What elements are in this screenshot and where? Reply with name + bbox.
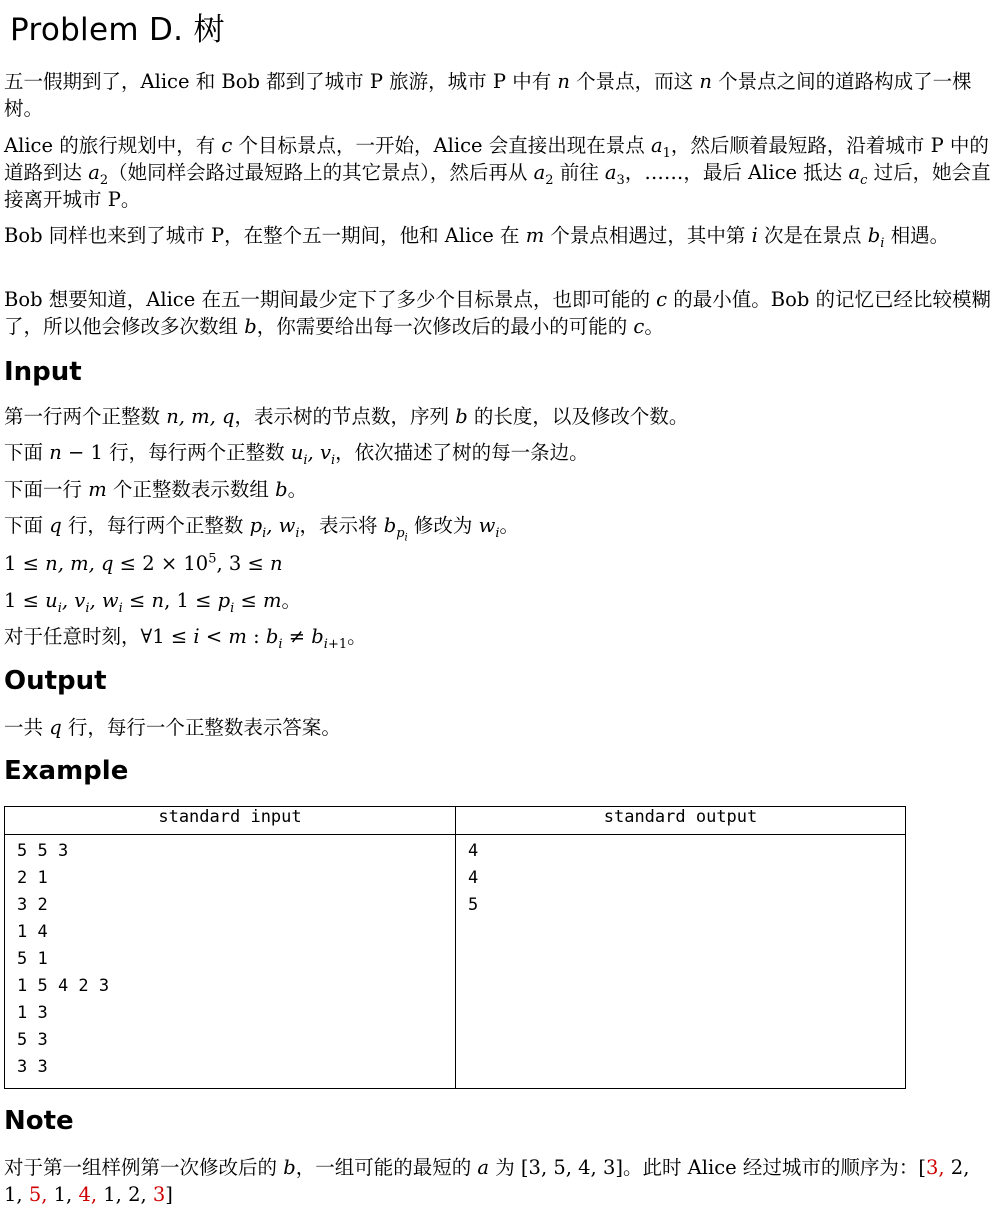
sequence-item: 2, [950, 1156, 970, 1179]
sequence-item: 1, [4, 1183, 29, 1206]
input-line-2: 下面 n − 1 行，每行两个正整数 $u_i$, $v_i$，依次描述了树的每一条边。 [4, 441, 589, 468]
standard-output-cell [456, 835, 906, 1089]
standard-input-text: 5 5 3 2 1 3 2 1 4 5 1 1 5 4 2 3 1 3 5 3 3 3 [17, 841, 110, 1077]
sequence-item: 1, [53, 1183, 79, 1206]
problem-title: Problem D. 树 [10, 12, 225, 48]
output-description: 一共 q 行，每行一个正整数表示答案。 [4, 716, 341, 739]
constraint-line-2: $1 \le u_i$, $v_i$, $w_i \le n$, $1 \le p_i \le m$。 [4, 589, 302, 616]
statement-paragraph-4: Bob 想要知道，Alice 在五一期间最少定下了多少个目标景点，也即可能的 c 的最小值。Bob 的记忆已经比较模糊了，所以他会修改多次数组 b，你需要给出每一次修改后的最小的可能的 c。 [4, 288, 992, 338]
input-heading: Input [4, 357, 82, 387]
sequence-item: 3 [152, 1183, 166, 1206]
input-line-4: 下面 q 行，每行两个正整数 $p_i$, $w_i$，表示将 $b_{p_i}$ 修改为 $w_i$。 [4, 514, 520, 544]
note-paragraph: 对于第一组样例第一次修改后的 b，一组可能的最短的 a 为 [3, 5, 4, 3]。此时 Alice 经过城市的顺序为：[3, 2, 1, 5, 1, 4, 1, 2, 3] [4, 1156, 970, 1206]
statement-paragraph-2: Alice 的旅行规划中，有 c 个目标景点，一开始，Alice 会直接出现在景点 $a_1$，然后顺着最短路，沿着城市 P 中的道路到达 $a_2$（她同样会路过最短路上的其它景点），然后再从 $a_2$ 前往 $a_3$，……，最后 Alice 抵达 $a_c$ 过后，她会直接离开城市 P。 [4, 134, 991, 211]
constraint-line-3: 对于任意时刻，∀1 ≤ i < m : $b_i \ne b_{i+1}$。 [4, 625, 367, 652]
standard-input-cell [5, 835, 456, 1089]
statement-paragraph-3: Bob 同样也来到了城市 P，在整个五一期间，他和 Alice 在 m 个景点相遇过，其中第 i 次是在景点 $b_i$ 相遇。 [4, 224, 950, 251]
sequence-item: 5, [28, 1183, 54, 1206]
note-heading: Note [4, 1106, 74, 1136]
output-heading: Output [4, 666, 107, 696]
standard-output-header: standard output [456, 807, 906, 835]
sequence-item: 3, [925, 1156, 951, 1179]
constraint-line-1: 1 ≤ n, m, $q \le 2 \times 10^5$, 3 ≤ n [4, 551, 283, 575]
visit-sequence: [3, 2, 1, 5, 1, 4, 1, 2, 3] [4, 1156, 970, 1206]
sequence-item: 2, [128, 1183, 153, 1206]
sequence-item: 1, [103, 1183, 129, 1206]
input-line-3: 下面一行 m 个正整数表示数组 b。 [4, 478, 308, 501]
standard-output-text: 4 4 5 [468, 841, 479, 915]
example-heading: Example [4, 756, 129, 786]
input-line-1: 第一行两个正整数 n, m, q，表示树的节点数，序列 b 的长度，以及修改个数。 [4, 405, 689, 428]
sequence-item: 4, [78, 1183, 104, 1206]
statement-paragraph-1: 五一假期到了，Alice 和 Bob 都到了城市 P 旅游，城市 P 中有 n 个景点，而这 n 个景点之间的道路构成了一棵树。 [4, 70, 972, 120]
standard-input-header: standard input [5, 807, 456, 835]
example-table [4, 806, 906, 1089]
